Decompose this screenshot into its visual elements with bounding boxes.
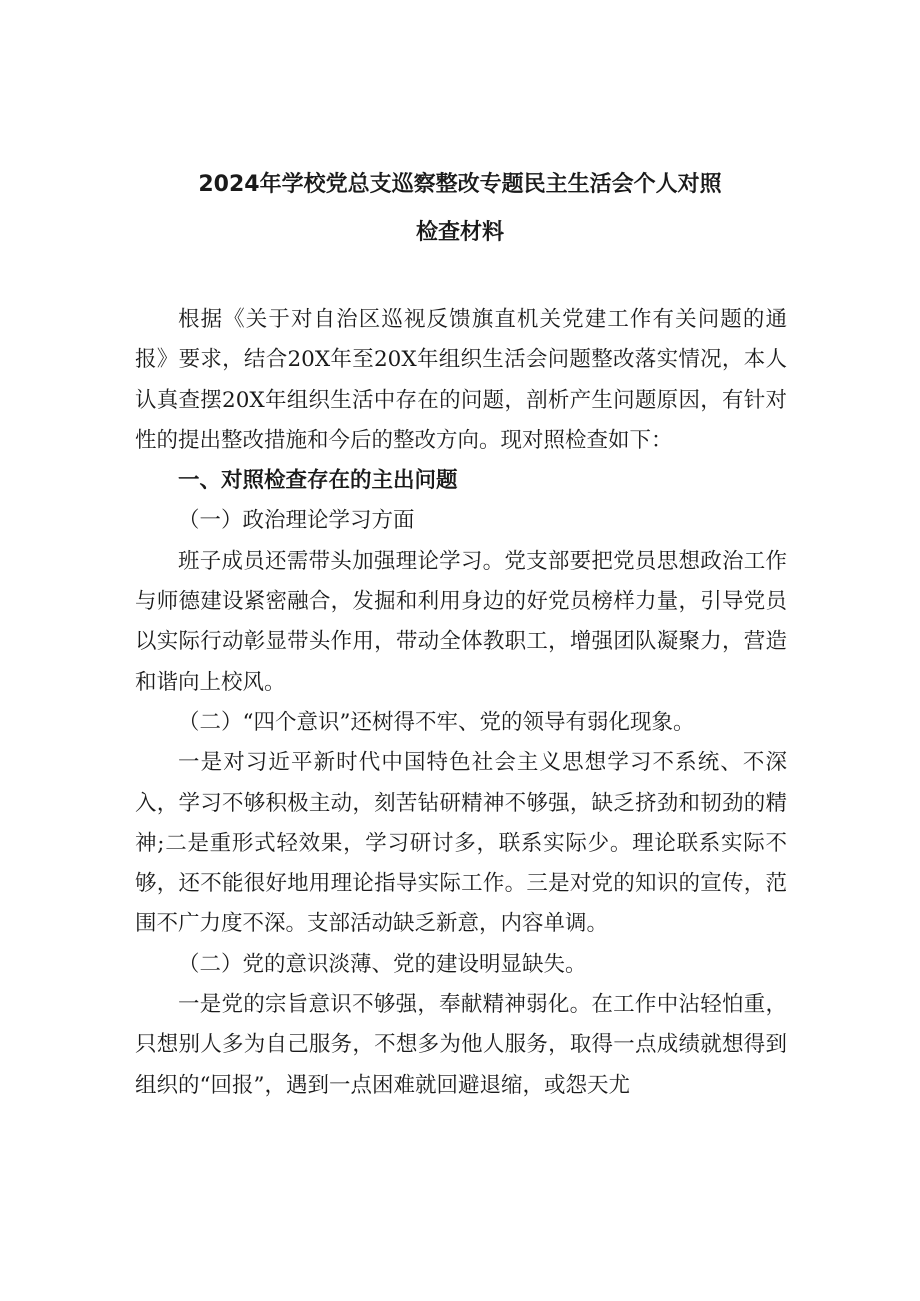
subsection-heading-3: （二）党的意识淡薄、党的建设明显缺失。 — [178, 951, 587, 977]
document-title-line-2: 检查材料 — [415, 220, 504, 245]
paragraph-party-consciousness: 一是党的宗旨意识不够强，奉献精神弱化。在工作中沾轻怕重，只想别人多为自己服务，不想多为他人服务，取得一点成绩就想得到组织的“回报”，遇到一点困难就回避退缩，或怨天尤 — [135, 992, 787, 1098]
paragraph-theory-study: 班子成员还需带头加强理论学习。党支部要把党员思想政治工作与师德建设紧密融合，发掘和利用身边的好党员榜样力量，引导党员以实际行动彰显带头作用，带动全体教职工，增强团队凝聚力，营造和谐向上校风。 — [135, 548, 787, 695]
document-body — [135, 300, 787, 1106]
document-title-line-1: 2024年学校党总支巡察整改专题民主生活会个人对照 — [198, 172, 722, 197]
subsection-heading-2: （二）“四个意识”还树得不牢、党的领导有弱化现象。 — [178, 709, 695, 735]
paragraph-intro: 根据《关于对自治区巡视反馈旗直机关党建工作有关问题的通报》要求，结合20X年至20X年组织生活会问题整改落实情况，本人认真查摆20X年组织生活中存在的问题，剖析产生问题原因，有针对性的提出整改措施和今后的整改方向。现对照检查如下： — [135, 307, 787, 453]
paragraph-four-consciousness: 一是对习近平新时代中国特色社会主义思想学习不系统、不深入，学习不够积极主动，刻苦钻研精神不够强，缺乏挤劲和韧劲的精神;二是重形式轻效果，学习研讨多，联系实际少。理论联系实际不够，还不能很好地用理论指导实际工作。三是对党的知识的宣传，范围不广力度不深。支部活动缺乏新意，内容单调。 — [135, 750, 787, 937]
subsection-heading-1: （一）政治理论学习方面 — [178, 508, 415, 534]
section-heading-1: 一、对照检查存在的主出问题 — [178, 468, 458, 494]
